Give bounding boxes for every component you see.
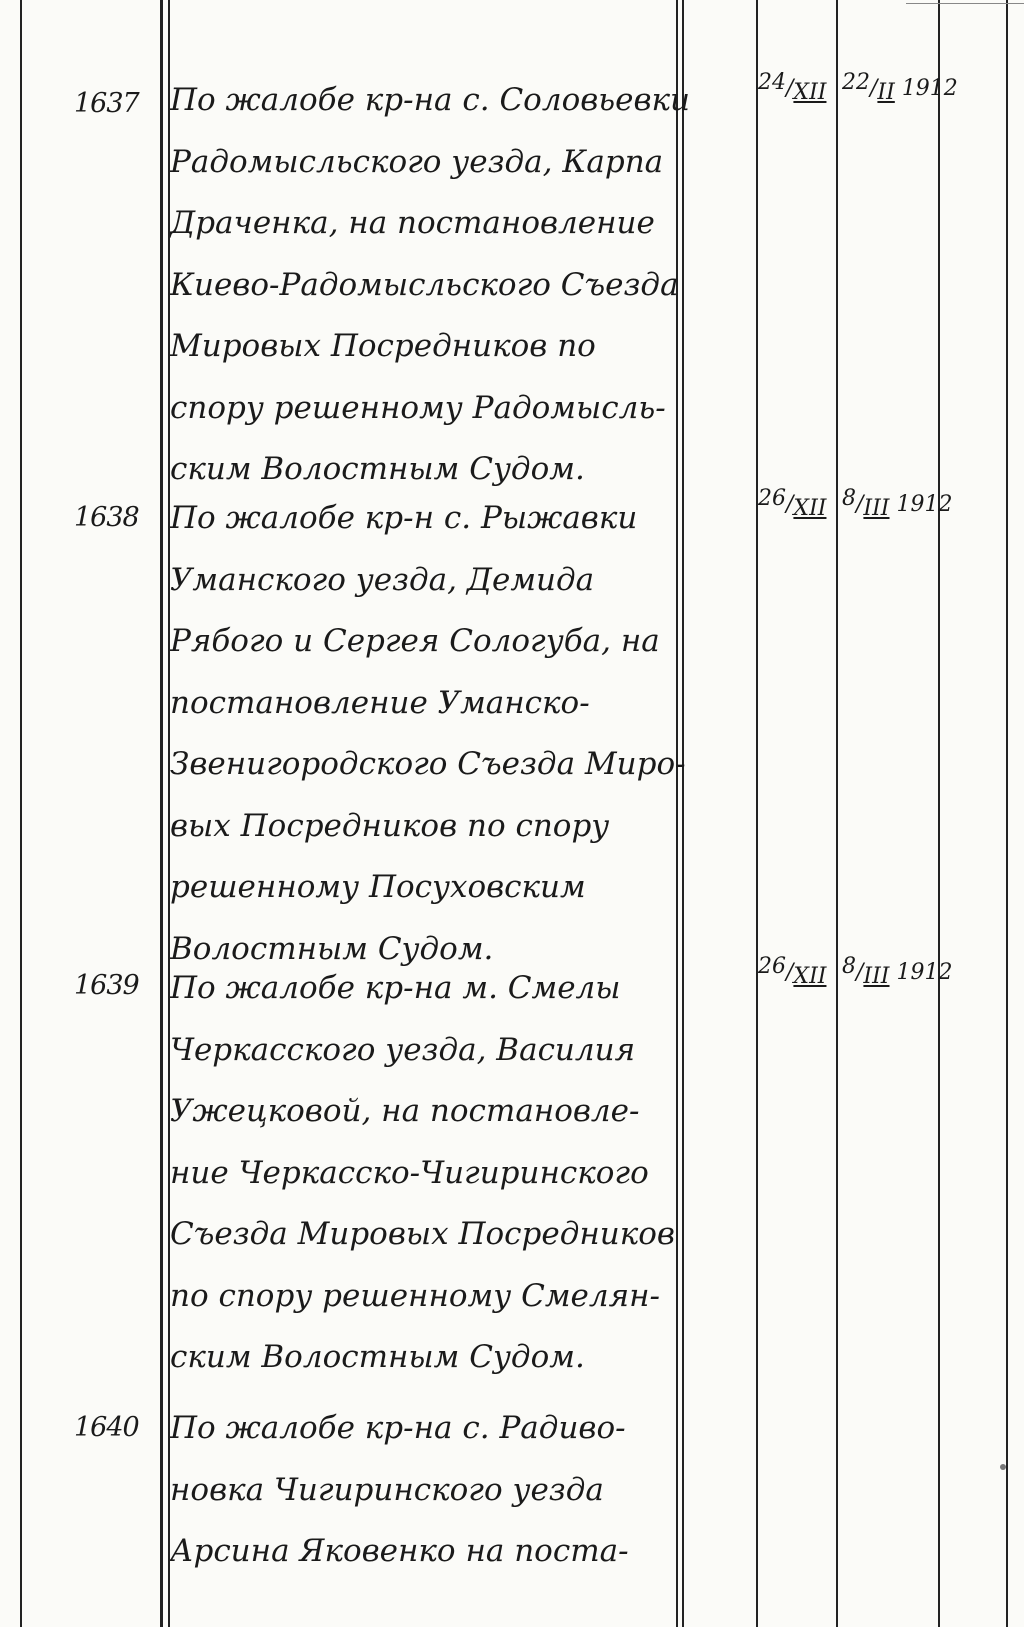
entry-text [170,70,755,501]
margin-dot [1000,1464,1006,1470]
date-month: XII [793,964,827,989]
date-day: 24 [758,70,786,95]
entry-line: Уманского уезда, Демида [170,561,595,598]
entry-line: Рябого и Сергея Сологуба, на [170,623,660,659]
entry-line: спору решенному Радомысль- [170,389,666,426]
entry-line: Арсина Яковенко на поста- [170,1533,629,1569]
date-day: 26 [758,954,786,979]
date-resolved: 8/III 1912 [842,954,953,989]
entry-number: 1639 [74,970,139,1001]
entry-line: Ужецковой, на постановле- [170,1093,640,1129]
entry-line: Киево-Радомысльского Съезда [170,266,679,303]
date-month: II [877,80,895,105]
number-column-rule [160,0,163,1627]
date-day: 26 [758,486,786,511]
date-day: 22 [842,70,870,95]
date-resolved: 22/II 1912 [842,70,958,105]
right-margin-rule [1006,0,1008,1627]
date-month: III [863,964,890,989]
entry-line: решенному Посуховским [170,869,586,905]
date-month: XII [793,80,827,105]
entry-line: Звенигородского Съезда Миро- [170,746,686,782]
entry-line: ние Черкасско-Чигиринского [170,1154,649,1191]
date-year: 1912 [901,76,958,101]
entry-line: Мировых Посредников по [170,328,596,364]
entry-line: По жалобе кр-на м. Смелы [170,970,621,1006]
entry-number: 1638 [74,502,139,533]
entry-line: Съезда Мировых Посредников [170,1216,675,1252]
entry-line: постановление Уманско- [170,684,590,721]
date-resolved: 8/III 1912 [842,486,953,521]
entry-line: Драченка, на постановление [170,205,655,241]
date3-column-rule [938,0,940,1627]
entry-line: По жалобе кр-на с. Радиво- [170,1410,626,1446]
entry-line: ским Волостным Судом. [170,451,585,487]
entry-text [170,958,755,1389]
entry-number: 1637 [74,88,139,119]
date-month: XII [793,496,827,521]
top-right-rule [906,3,1024,4]
entry-line: По жалобе кр-на с. Соловьевки [170,82,691,118]
entry-line: по спору решенному Смелян- [170,1277,661,1314]
entry-line: вых Посредников по спору [170,807,610,844]
date-received: 26/XII [758,954,827,989]
date-year: 1912 [896,492,953,517]
date2-column-rule [836,0,838,1627]
entry-line: Черкасского уезда, Василия [170,1031,636,1068]
entry-line: новка Чигиринского уезда [170,1471,604,1508]
entry-line: ским Волостным Судом. [170,1339,585,1375]
entry-text [170,488,755,980]
date-day: 8 [842,954,856,979]
entry-number: 1640 [74,1412,139,1443]
date-month: III [863,496,890,521]
date-day: 8 [842,486,856,511]
entry-line: Радомысльского уезда, Карпа [170,143,664,180]
left-margin-rule [20,0,22,1627]
entry-line: По жалобе кр-н с. Рыжавки [170,500,638,536]
date-year: 1912 [896,960,953,985]
entry-text [170,1398,755,1583]
date-received: 26/XII [758,486,827,521]
date-column-rule [756,0,758,1627]
entry-line: Волостным Судом. [170,930,494,967]
date-received: 24/XII [758,70,827,105]
